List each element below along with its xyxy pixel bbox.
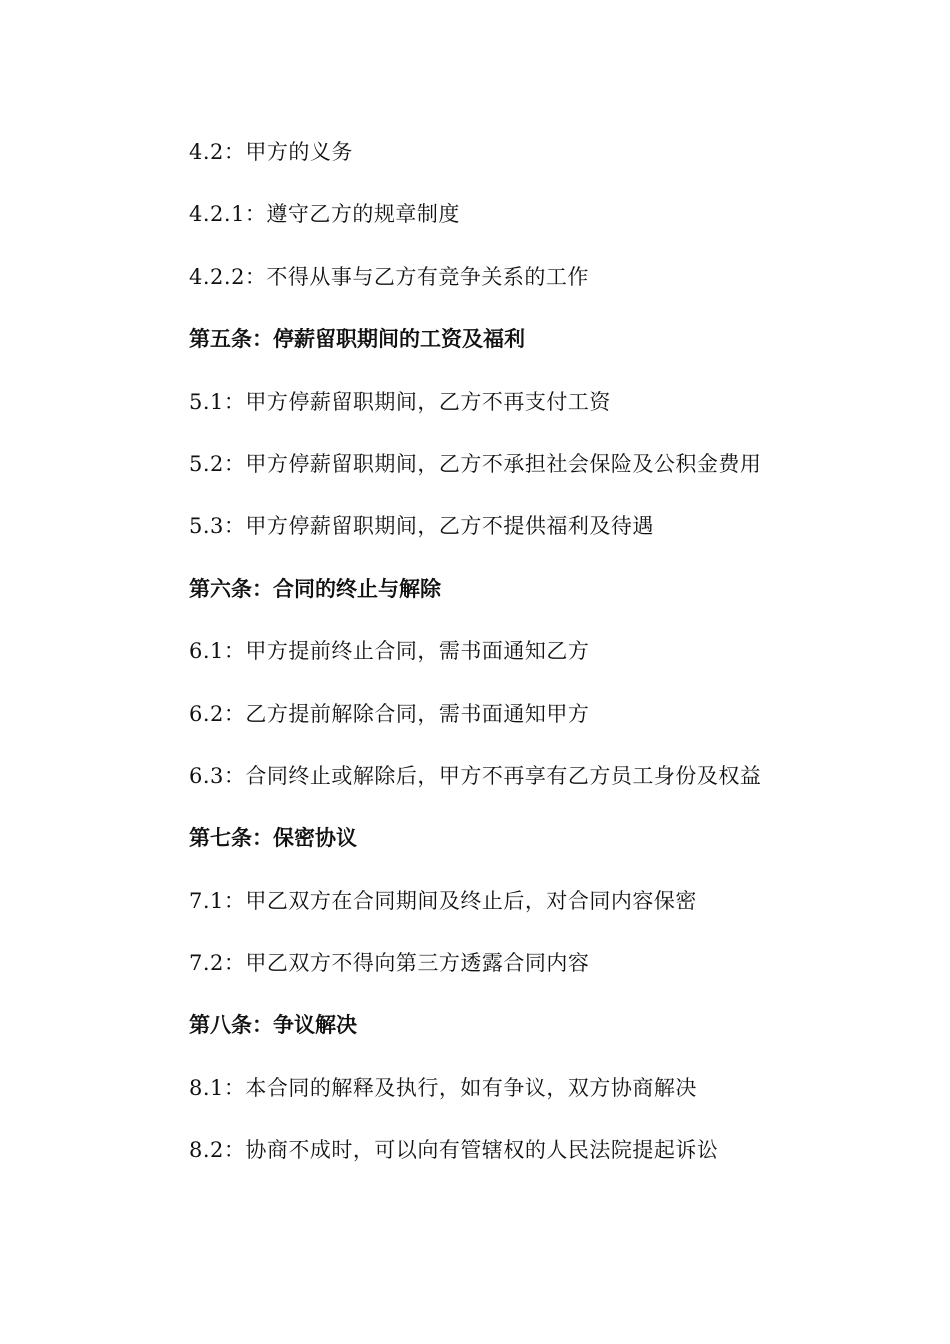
clause-6-3: 6.3：合同终止或解除后，甲方不再享有乙方员工身份及权益 xyxy=(189,763,762,788)
clause-4-2: 4.2：甲方的义务 xyxy=(189,140,353,164)
clause-6-1: 6.1：甲方提前终止合同，需书面通知乙方 xyxy=(189,639,590,664)
clause-5-2: 5.2：甲方停薪留职期间，乙方不承担社会保险及公积金费用 xyxy=(189,451,762,476)
clause-6-2: 6.2：乙方提前解除合同，需书面通知甲方 xyxy=(189,701,590,726)
clause-7-1: 7.1：甲乙双方在合同期间及终止后，对合同内容保密 xyxy=(189,888,697,913)
article-7-heading: 第七条：保密协议 xyxy=(189,826,357,851)
clause-8-1: 8.1：本合同的解释及执行，如有争议，双方协商解决 xyxy=(189,1075,697,1100)
article-8-heading: 第八条：争议解决 xyxy=(189,1013,357,1038)
clause-8-2: 8.2：协商不成时，可以向有管辖权的人民法院提起诉讼 xyxy=(189,1138,719,1163)
clause-5-3: 5.3：甲方停薪留职期间，乙方不提供福利及待遇 xyxy=(189,514,654,539)
clause-4-2-1: 4.2.1：遵守乙方的规章制度 xyxy=(189,202,460,227)
clause-4-2-2: 4.2.2：不得从事与乙方有竞争关系的工作 xyxy=(189,264,589,289)
document-body xyxy=(189,132,869,1193)
clause-7-2: 7.2：甲乙双方不得向第三方透露合同内容 xyxy=(189,951,590,976)
article-6-heading: 第六条：合同的终止与解除 xyxy=(189,576,441,601)
clause-5-1: 5.1：甲方停薪留职期间，乙方不再支付工资 xyxy=(189,389,611,414)
article-5-heading: 第五条：停薪留职期间的工资及福利 xyxy=(189,327,525,352)
